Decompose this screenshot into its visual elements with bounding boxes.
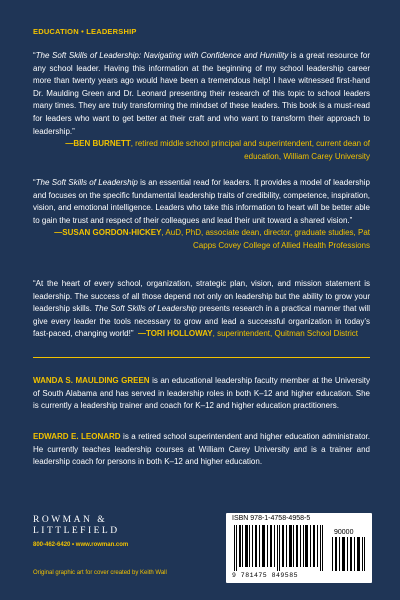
quote-text: is an essential read for leaders. It provides a model of leadership and focuses on the specific fundamental leadership traits of credibility, competence, inspiration, vision, and emotional intelligence. Leaders who take this information to heart will be better able to gain the trust and respect of their colleagues and lead their unit toward a shared vision.” [33, 178, 370, 225]
quote-book-title: The Soft Skills of Leadership [35, 178, 138, 187]
author-bio-text: is a retired school superintendent and higher education administrator. He currently teaches leadership courses at William Carey University and is a trainer and leadership coach for persons in both K–12 and higher education. [33, 432, 370, 467]
quote-attribution [33, 138, 370, 163]
publisher-contact: 800-462-6420 • www.rowman.com [33, 542, 129, 548]
author-name: EDWARD E. LEONARD [33, 432, 121, 441]
category-label: EDUCATION • LEADERSHIP [33, 27, 137, 36]
author-name: WANDA S. MAULDING GREEN [33, 376, 150, 385]
cover-art-credit: Original graphic art for cover created by Keith Wall [33, 570, 167, 576]
quote-book-title: The Soft Skills of Leadership [94, 304, 197, 314]
quote-text: is a great resource for any school leader. Having this information at the beginning of my school leadership career more than twenty years ago would have been a tremendous help! I have witnessed first-hand Dr. Maulding Green and Dr. Leonard presenting their research of this topic to school leaders many times. They are truly transforming the mindset of these leaders. This book is a must-read for leaders who want to get better at their craft and who want to transform their approach to leadership.” [33, 51, 370, 136]
quote-text-before: “At the heart of every school, organization, strategic plan, vision, and mission statement is leadership. The success of all those depend not only on leadership but the ability to grow your leadership skills. [33, 279, 370, 314]
publisher-name-line1: ROWMAN [33, 515, 93, 525]
quote-author-title: , superintendent, Quitman School District [212, 329, 359, 339]
isbn-text: ISBN 978-1-4758-4958-5 [232, 515, 311, 522]
endorsement-quote-2: “The Soft Skills of Leadership is an essential read for leaders. It provides a model of leadership and focuses on the specific fundamental leadership traits of credibility, competence, inspiration, vision, and emotional intelligence. Leaders who take this information to heart will be better able to gain the trust and respect of their colleagues and lead their unit toward a shared vision.” —SUSAN GORDON-HICKEY, AuD, PhD, associate dean, director, graduate studies, Pat Capps Covey College of Allied Health Professions [33, 177, 370, 253]
publisher-logo [33, 515, 120, 537]
quote-text-after: presents research in a practical manner that will give every leader the tools necessary to grow and lead a successful organization in today’s fast-paced, changing world!” [33, 304, 370, 339]
author-bio-1 [33, 375, 370, 413]
endorsement-quote-1: “The Soft Skills of Leadership: Navigating with Confidence and Humility is a great resource for any school leader. Having this information at the beginning of my school leadership career more than twenty years ago would have been a tremendous help! I have witnessed first-hand Dr. Maulding Green and Dr. Leonard presenting their research of this topic to school leaders many times. They are truly transforming the mindset of these leaders. This book is a must-read for leaders who want to get better at their craft and who want to transform their approach to leadership.” —BEN BURNETT, retired middle school principal and superintendent, current dean of education, William Carey University [33, 50, 370, 163]
publisher-name-line2: LITTLEFIELD [33, 526, 120, 536]
price-code: 90000 [334, 529, 354, 536]
divider-rule [33, 357, 370, 358]
price-barcode-bars [332, 537, 366, 571]
quote-author-name: —TORI HOLLOWAY [137, 329, 213, 339]
quote-author-title: , retired middle school principal and superintendent, current dean of education, William Carey University [130, 139, 370, 161]
isbn-barcode [226, 513, 372, 583]
ean-barcode-bars [232, 525, 328, 571]
barcode-digits: 9 781475 849585 [232, 572, 299, 579]
author-bio-2 [33, 431, 370, 469]
quote-author-name: —BEN BURNETT [65, 139, 131, 149]
endorsement-quote-3 [33, 278, 370, 341]
quote-attribution [33, 227, 370, 252]
quote-book-title: The Soft Skills of Leadership: Navigating with Confidence and Humility [35, 51, 289, 60]
quote-author-name: —SUSAN GORDON-HICKEY [54, 228, 162, 238]
quote-author-title: , AuD, PhD, associate dean, director, graduate studies, Pat Capps Covey College of Allied Health Professions [161, 228, 370, 250]
author-bio-text: is an educational leadership faculty member at the University of South Alabama and has served in leadership roles in both K–12 and higher education. She is currently a leadership trainer and coach for K–12 and higher education practitioners. [33, 376, 371, 411]
publisher-ampersand: & [97, 515, 108, 525]
